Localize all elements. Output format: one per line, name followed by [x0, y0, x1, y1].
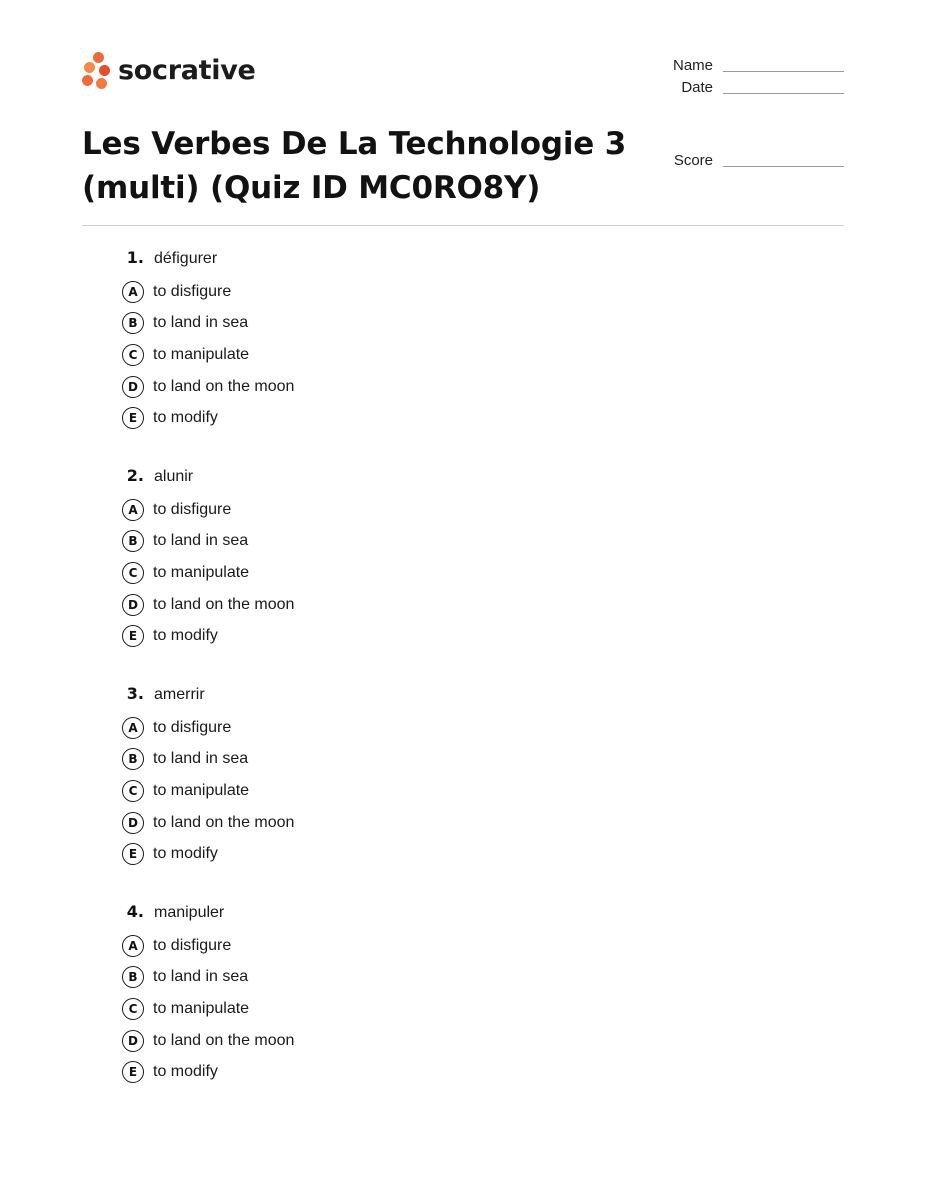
answer-text: to disfigure — [153, 500, 232, 518]
answer-bubble[interactable]: A — [122, 499, 144, 521]
answer-text: to land in sea — [153, 968, 249, 986]
answer-bubble[interactable]: D — [122, 594, 144, 616]
answer-text: to manipulate — [153, 781, 250, 799]
question-prompt: amerrir — [154, 686, 205, 703]
question-block — [112, 248, 712, 434]
score-label: Score — [673, 152, 713, 169]
answer-text: to disfigure — [153, 936, 232, 954]
answer-choice[interactable] — [112, 1025, 712, 1057]
question-number: 1. — [126, 248, 144, 267]
answer-choice[interactable] — [112, 371, 712, 403]
question-block — [112, 684, 712, 870]
answer-choice[interactable] — [112, 526, 712, 558]
question-prompt: alunir — [154, 468, 194, 485]
name-field[interactable] — [623, 57, 844, 75]
answer-choice[interactable] — [112, 838, 712, 870]
answer-choice[interactable] — [112, 339, 712, 371]
score-field[interactable] — [623, 152, 844, 170]
answer-bubble[interactable]: D — [122, 376, 144, 398]
answer-choice[interactable] — [112, 962, 712, 994]
answer-bubble[interactable]: E — [122, 407, 144, 429]
answer-bubble[interactable]: B — [122, 748, 144, 770]
answer-text: to land in sea — [153, 750, 249, 768]
answer-choice[interactable] — [112, 557, 712, 589]
date-blank-line[interactable] — [723, 89, 844, 94]
answer-bubble[interactable]: A — [122, 935, 144, 957]
date-label: Date — [681, 79, 713, 96]
answer-choice[interactable] — [112, 402, 712, 434]
answer-text: to disfigure — [153, 282, 232, 300]
answer-choice[interactable] — [112, 1056, 712, 1088]
answer-choice[interactable] — [112, 589, 712, 621]
answer-choice[interactable] — [112, 308, 712, 340]
score-blank-line[interactable] — [723, 162, 844, 167]
answer-choice[interactable] — [112, 775, 712, 807]
answer-text: to modify — [153, 845, 218, 863]
answer-text: to manipulate — [153, 999, 250, 1017]
hexagon-cluster-icon — [82, 52, 110, 89]
answer-choice[interactable] — [112, 993, 712, 1025]
answer-text: to disfigure — [153, 718, 232, 736]
question-header — [112, 466, 712, 494]
answer-choice[interactable] — [112, 494, 712, 526]
answer-bubble[interactable]: A — [122, 281, 144, 303]
question-block — [112, 466, 712, 652]
answer-bubble[interactable]: C — [122, 998, 144, 1020]
answer-choice[interactable] — [112, 620, 712, 652]
question-prompt: manipuler — [154, 904, 225, 921]
answer-text: to land on the moon — [153, 813, 295, 831]
name-blank-line[interactable] — [723, 67, 844, 72]
answer-text: to land on the moon — [153, 595, 295, 613]
answer-bubble[interactable]: B — [122, 312, 144, 334]
question-number: 3. — [126, 684, 144, 703]
answer-text: to modify — [153, 1063, 218, 1081]
question-header — [112, 684, 712, 712]
date-field[interactable] — [623, 79, 844, 97]
socrative-logo — [82, 52, 256, 89]
answer-choice[interactable] — [112, 807, 712, 839]
answer-bubble[interactable]: C — [122, 344, 144, 366]
answer-bubble[interactable]: D — [122, 812, 144, 834]
header-divider — [82, 225, 844, 226]
answer-bubble[interactable]: C — [122, 780, 144, 802]
answer-choice[interactable] — [112, 744, 712, 776]
question-header — [112, 902, 712, 930]
answer-text: to manipulate — [153, 345, 250, 363]
answer-bubble[interactable]: E — [122, 843, 144, 865]
answer-bubble[interactable]: A — [122, 717, 144, 739]
question-number: 2. — [126, 466, 144, 485]
answer-text: to land in sea — [153, 532, 249, 550]
answer-text: to land in sea — [153, 314, 249, 332]
answer-text: to modify — [153, 627, 218, 645]
answer-bubble[interactable]: E — [122, 1061, 144, 1083]
brand-name: socrative — [118, 55, 256, 86]
answer-text: to manipulate — [153, 563, 250, 581]
question-block — [112, 902, 712, 1088]
answer-bubble[interactable]: B — [122, 530, 144, 552]
answer-text: to modify — [153, 409, 218, 427]
answer-text: to land on the moon — [153, 1031, 295, 1049]
question-number: 4. — [126, 902, 144, 921]
question-prompt: défigurer — [154, 250, 218, 267]
answer-bubble[interactable]: D — [122, 1030, 144, 1052]
answer-text: to land on the moon — [153, 377, 295, 395]
answer-choice[interactable] — [112, 276, 712, 308]
answer-choice[interactable] — [112, 712, 712, 744]
answer-bubble[interactable]: B — [122, 966, 144, 988]
answer-choice[interactable] — [112, 930, 712, 962]
quiz-title: Les Verbes De La Technologie 3 (multi) (Quiz ID MC0RO8Y) — [82, 126, 627, 206]
question-header — [112, 248, 712, 276]
answer-bubble[interactable]: C — [122, 562, 144, 584]
answer-bubble[interactable]: E — [122, 625, 144, 647]
name-label: Name — [672, 57, 713, 74]
